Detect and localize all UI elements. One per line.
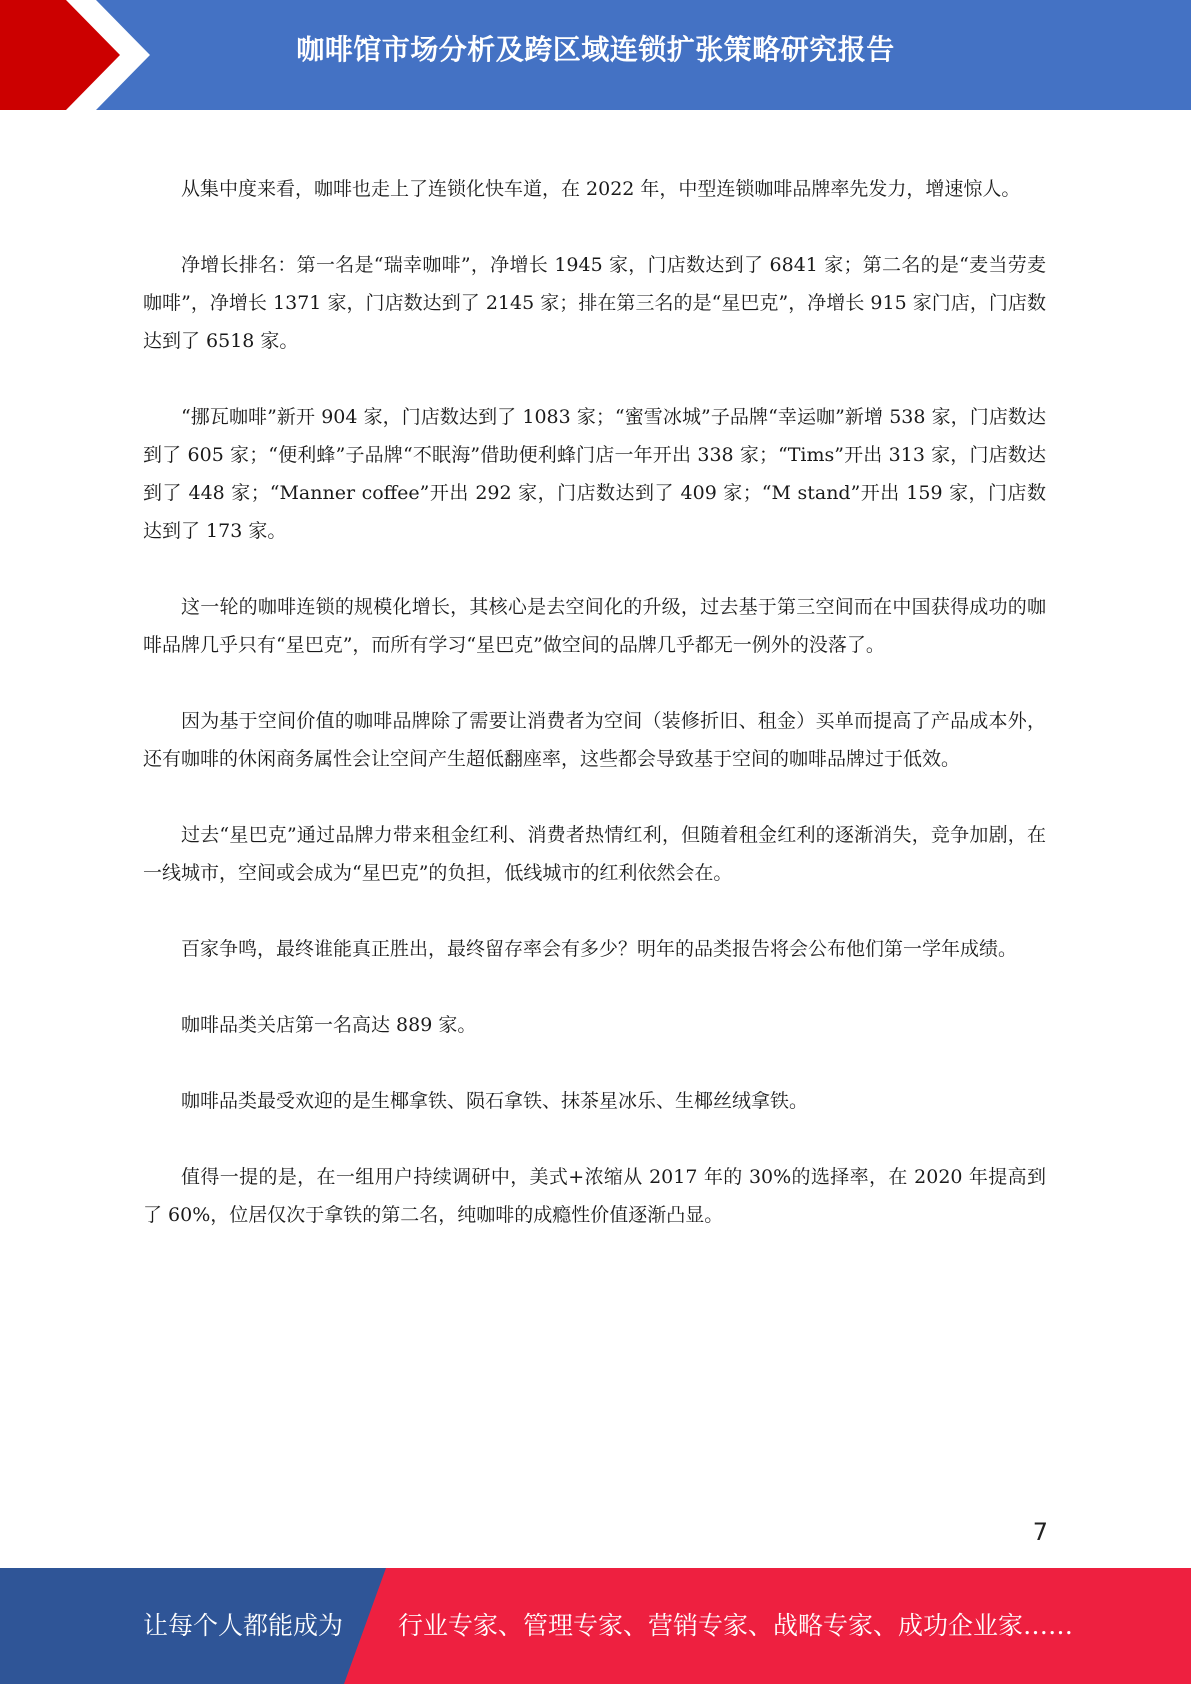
- document-body: [143, 170, 1046, 1272]
- paragraph-6: 过去“星巴克”通过品牌力带来租金红利、消费者热情红利，但随着租金红利的逐渐消失，竞争加剧，在一线城市，空间或会成为“星巴克”的负担，低线城市的红利依然会在。: [143, 824, 1046, 884]
- paragraph-1: 从集中度来看，咖啡也走上了连锁化快车道，在 2022 年，中型连锁咖啡品牌率先发力，增速惊人。: [181, 178, 1021, 200]
- paragraph-4: 这一轮的咖啡连锁的规模化增长，其核心是去空间化的升级，过去基于第三空间而在中国获得成功的咖啡品牌几乎只有“星巴克”，而所有学习“星巴克”做空间的品牌几乎都无一例外的没落了。: [143, 596, 1046, 656]
- paragraph-8: 咖啡品类关店第一名高达 889 家。: [181, 1014, 477, 1036]
- paragraph-9: 咖啡品类最受欢迎的是生椰拿铁、陨石拿铁、抹茶星冰乐、生椰丝绒拿铁。: [181, 1090, 809, 1112]
- footer-slogan-left: 让每个人都能成为: [143, 1611, 344, 1640]
- paragraph-5: 因为基于空间价值的咖啡品牌除了需要让消费者为空间（装修折旧、租金）买单而提高了产品成本外，还有咖啡的休闲商务属性会让空间产生超低翻座率，这些都会导致基于空间的咖啡品牌过于低效。: [143, 710, 1046, 770]
- paragraph-2: 净增长排名：第一名是“瑞幸咖啡”，净增长 1945 家，门店数达到了 6841 家；第二名的是“麦当劳麦咖啡”，净增长 1371 家，门店数达到了 2145 家；排在第三名的是“星巴克”，净增长 915 家门店，门店数达到了 6518 家。: [143, 254, 1046, 352]
- footer-slogan-right: 行业专家、管理专家、营销专家、战略专家、成功企业家……: [398, 1611, 1074, 1640]
- paragraph-7: 百家争鸣，最终谁能真正胜出，最终留存率会有多少？明年的品类报告将会公布他们第一学年成绩。: [181, 938, 1018, 960]
- page-footer: [0, 1568, 1191, 1684]
- paragraph-3: “挪瓦咖啡”新开 904 家，门店数达到了 1083 家；“蜜雪冰城”子品牌“幸运咖”新增 538 家，门店数达到了 605 家；“便利蜂”子品牌“不眠海”借助便利蜂门店一年开出 338 家；“Tims”开出 313 家，门店数达到了 448 家；“Manner coffee”开出 292 家，门店数达到了 409 家；“M stand”开出 159 家，门店数达到了 173 家。: [143, 406, 1046, 542]
- page-header: [0, 0, 1191, 110]
- report-title: 咖啡馆市场分析及跨区域连锁扩张策略研究报告: [296, 33, 895, 66]
- page-number: 7: [1032, 1518, 1048, 1546]
- paragraph-10: 值得一提的是，在一组用户持续调研中，美式+浓缩从 2017 年的 30%的选择率，在 2020 年提高到了 60%，位居仅次于拿铁的第二名，纯咖啡的成瘾性价值逐渐凸显。: [143, 1166, 1046, 1226]
